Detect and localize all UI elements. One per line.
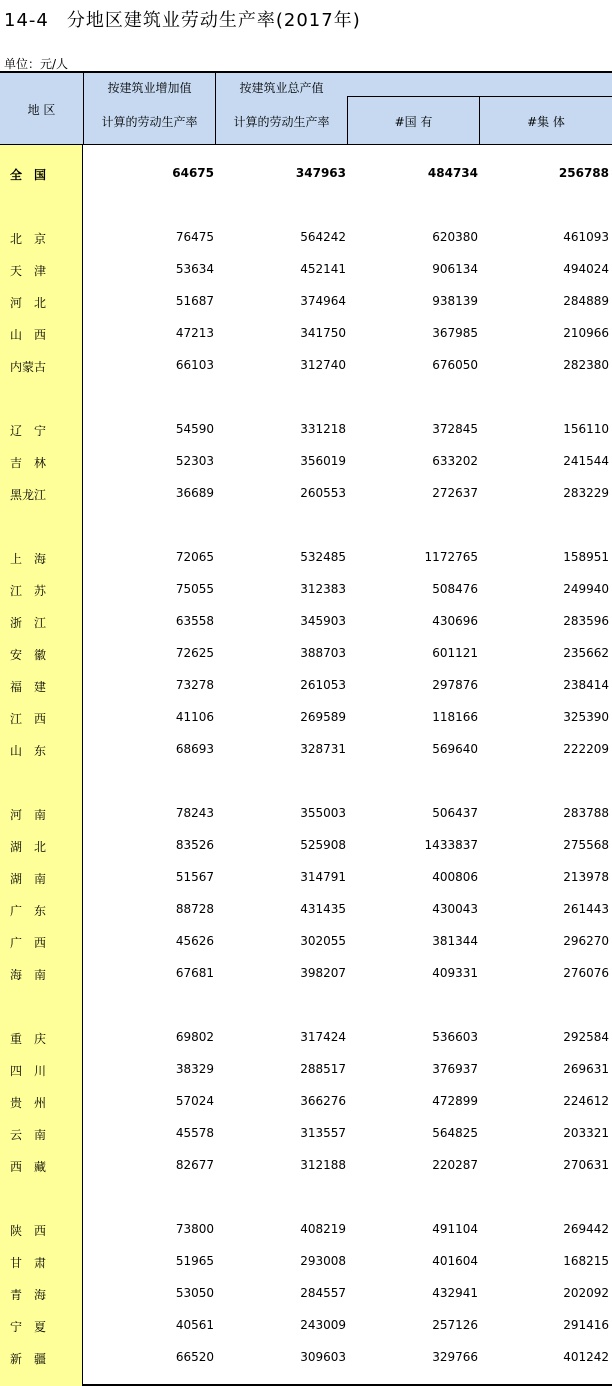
cell-value: 276076: [563, 966, 609, 980]
cell-value: 72625: [175, 646, 214, 660]
table-row: [0, 542, 612, 574]
cell-value: 241544: [563, 454, 609, 468]
table-number: 14-4: [4, 10, 49, 31]
region-name: 江 西: [10, 712, 47, 726]
cell-value: 73800: [175, 1222, 214, 1236]
table-row: [0, 958, 612, 990]
table-row: [0, 670, 612, 702]
cell-value: 260553: [300, 486, 346, 500]
cell-value: 409331: [432, 966, 478, 980]
region-name: 上 海: [10, 552, 47, 566]
cell-value: 312188: [300, 1158, 346, 1172]
cell-value: 317424: [300, 1030, 346, 1044]
table-row: [0, 1054, 612, 1086]
cell-value: 168215: [563, 1254, 609, 1268]
region-name: 河 北: [10, 296, 47, 310]
cell-value: 536603: [432, 1030, 478, 1044]
cell-value: 312383: [300, 582, 346, 596]
cell-value: 525908: [300, 838, 346, 852]
region-name: 甘 肃: [10, 1256, 47, 1270]
cell-value: 118166: [432, 710, 478, 724]
region-name: 江 苏: [10, 584, 47, 598]
cell-value: 620380: [432, 230, 478, 244]
cell-value: 275568: [563, 838, 609, 852]
cell-value: 633202: [432, 454, 478, 468]
cell-value: 938139: [432, 294, 478, 308]
cell-value: 329766: [432, 1350, 478, 1364]
header-col1-line1: 按建筑业增加值: [107, 81, 192, 95]
cell-value: 906134: [432, 262, 478, 276]
cell-value: 430696: [432, 614, 478, 628]
cell-value: 210966: [563, 326, 609, 340]
cell-value: 53050: [175, 1286, 214, 1300]
cell-value: 472899: [432, 1094, 478, 1108]
region-name: 四 川: [10, 1064, 47, 1078]
header-subdivider: [347, 96, 612, 97]
cell-value: 452141: [300, 262, 346, 276]
cell-value: 432941: [432, 1286, 478, 1300]
region-name: 贵 州: [10, 1096, 47, 1110]
cell-value: 288517: [300, 1062, 346, 1076]
cell-value: 224612: [563, 1094, 609, 1108]
table-row: [0, 1278, 612, 1310]
region-name: 湖 南: [10, 872, 47, 886]
cell-value: 331218: [300, 422, 346, 436]
cell-value: 213978: [563, 870, 609, 884]
table-row: [0, 286, 612, 318]
cell-value: 57024: [175, 1094, 214, 1108]
cell-value: 296270: [563, 934, 609, 948]
cell-value: 569640: [432, 742, 478, 756]
table-row: [0, 862, 612, 894]
cell-value: 431435: [300, 902, 346, 916]
cell-value: 220287: [432, 1158, 478, 1172]
cell-value: 532485: [300, 550, 346, 564]
cell-value: 63558: [175, 614, 214, 628]
cell-value: 38329: [175, 1062, 214, 1076]
header-region: 地 区: [27, 103, 56, 117]
region-name: 辽 宁: [10, 424, 47, 438]
cell-value: 64675: [172, 166, 214, 180]
cell-value: 51567: [175, 870, 214, 884]
header-col2-line2: 计算的劳动生产率: [233, 115, 330, 129]
cell-value: 66520: [175, 1350, 214, 1364]
cell-value: 388703: [300, 646, 346, 660]
region-name: 福 建: [10, 680, 47, 694]
table-row: [0, 702, 612, 734]
table-row: [0, 318, 612, 350]
cell-value: 367985: [432, 326, 478, 340]
cell-value: 261443: [563, 902, 609, 916]
cell-value: 356019: [300, 454, 346, 468]
cell-value: 461093: [563, 230, 609, 244]
table-row: [0, 1214, 612, 1246]
region-name: 山 西: [10, 328, 47, 342]
region-name: 海 南: [10, 968, 47, 982]
cell-value: 328731: [300, 742, 346, 756]
region-name: 云 南: [10, 1128, 47, 1142]
header-divider: [215, 73, 216, 145]
cell-value: 88728: [175, 902, 214, 916]
cell-value: 293008: [300, 1254, 346, 1268]
cell-value: 401604: [432, 1254, 478, 1268]
cell-value: 372845: [432, 422, 478, 436]
table-row: [0, 254, 612, 286]
cell-value: 51965: [175, 1254, 214, 1268]
cell-value: 249940: [563, 582, 609, 596]
cell-value: 297876: [432, 678, 478, 692]
cell-value: 401242: [563, 1350, 609, 1364]
table-row-total: [0, 158, 612, 190]
header-col4: #集 体: [527, 115, 565, 129]
cell-value: 325390: [563, 710, 609, 724]
cell-value: 355003: [300, 806, 346, 820]
cell-value: 158951: [563, 550, 609, 564]
cell-value: 222209: [563, 742, 609, 756]
cell-value: 283596: [563, 614, 609, 628]
table-row: [0, 734, 612, 766]
cell-value: 45578: [175, 1126, 214, 1140]
cell-value: 68693: [175, 742, 214, 756]
table-row: [0, 926, 612, 958]
table-row: [0, 606, 612, 638]
cell-value: 282380: [563, 358, 609, 372]
header-divider: [347, 96, 348, 145]
cell-value: 45626: [175, 934, 214, 948]
cell-value: 47213: [175, 326, 214, 340]
cell-value: 51687: [175, 294, 214, 308]
region-name: 河 南: [10, 808, 47, 822]
table-row: [0, 446, 612, 478]
cell-value: 302055: [300, 934, 346, 948]
cell-value: 366276: [300, 1094, 346, 1108]
region-name: 广 西: [10, 936, 47, 950]
cell-value: 408219: [300, 1222, 346, 1236]
region-name: 吉 林: [10, 456, 47, 470]
cell-value: 73278: [175, 678, 214, 692]
cell-value: 601121: [432, 646, 478, 660]
cell-value: 270631: [563, 1158, 609, 1172]
cell-value: 381344: [432, 934, 478, 948]
region-name: 山 东: [10, 744, 47, 758]
cell-value: 235662: [563, 646, 609, 660]
table-row: [0, 798, 612, 830]
region-name: 西 藏: [10, 1160, 47, 1174]
table-row: [0, 638, 612, 670]
cell-value: 83526: [175, 838, 214, 852]
cell-value: 314791: [300, 870, 346, 884]
cell-value: 284889: [563, 294, 609, 308]
cell-value: 313557: [300, 1126, 346, 1140]
table-row: [0, 1150, 612, 1182]
table-row: [0, 1310, 612, 1342]
cell-value: 430043: [432, 902, 478, 916]
region-name: 北 京: [10, 232, 47, 246]
cell-value: 54590: [175, 422, 214, 436]
region-name: 青 海: [10, 1288, 47, 1302]
cell-value: 292584: [563, 1030, 609, 1044]
header-col1-line2: 计算的劳动生产率: [101, 115, 198, 129]
table-title: 分地区建筑业劳动生产率(2017年): [66, 10, 361, 31]
table-row: [0, 1086, 612, 1118]
region-name: 天 津: [10, 264, 47, 278]
cell-value: 269442: [563, 1222, 609, 1236]
cell-value: 156110: [563, 422, 609, 436]
table-row: [0, 894, 612, 926]
cell-value: 309603: [300, 1350, 346, 1364]
table-row: [0, 1022, 612, 1054]
cell-value: 76475: [175, 230, 214, 244]
region-name: 安 徽: [10, 648, 47, 662]
cell-value: 269589: [300, 710, 346, 724]
cell-value: 676050: [432, 358, 478, 372]
region-name: 广 东: [10, 904, 47, 918]
cell-value: 52303: [175, 454, 214, 468]
region-name: 宁 夏: [10, 1320, 47, 1334]
header-divider: [83, 73, 84, 145]
cell-value: 203321: [563, 1126, 609, 1140]
table-row: [0, 222, 612, 254]
cell-value: 66103: [175, 358, 214, 372]
cell-value: 345903: [300, 614, 346, 628]
cell-value: 202092: [563, 1286, 609, 1300]
cell-value: 238414: [563, 678, 609, 692]
cell-value: 256788: [558, 166, 609, 180]
unit-label: 单位：元/人: [4, 57, 69, 71]
cell-value: 564242: [300, 230, 346, 244]
header-divider: [479, 96, 480, 145]
cell-value: 283229: [563, 486, 609, 500]
cell-value: 272637: [432, 486, 478, 500]
region-name: 新 疆: [10, 1352, 47, 1366]
cell-value: 69802: [175, 1030, 214, 1044]
cell-value: 82677: [175, 1158, 214, 1172]
cell-value: 484734: [427, 166, 478, 180]
cell-value: 398207: [300, 966, 346, 980]
cell-value: 341750: [300, 326, 346, 340]
cell-value: 506437: [432, 806, 478, 820]
cell-value: 1172765: [424, 550, 478, 564]
region-name: 内蒙古: [10, 360, 47, 374]
region-name: 黑龙江: [10, 488, 47, 502]
region-name: 浙 江: [10, 616, 47, 630]
cell-value: 75055: [175, 582, 214, 596]
cell-value: 374964: [300, 294, 346, 308]
table-row: [0, 478, 612, 510]
table-row: [0, 574, 612, 606]
region-name: 陕 西: [10, 1224, 47, 1238]
cell-value: 257126: [432, 1318, 478, 1332]
cell-value: 283788: [563, 806, 609, 820]
cell-value: 36689: [175, 486, 214, 500]
cell-value: 508476: [432, 582, 478, 596]
region-name: 湖 北: [10, 840, 47, 854]
cell-value: 243009: [300, 1318, 346, 1332]
cell-value: 376937: [432, 1062, 478, 1076]
cell-value: 269631: [563, 1062, 609, 1076]
cell-value: 41106: [175, 710, 214, 724]
cell-value: 261053: [300, 678, 346, 692]
cell-value: 284557: [300, 1286, 346, 1300]
header-col2-line1: 按建筑业总产值: [239, 81, 324, 95]
cell-value: 53634: [175, 262, 214, 276]
cell-value: 291416: [563, 1318, 609, 1332]
page-title: [4, 6, 361, 32]
table-row: [0, 830, 612, 862]
table-row: [0, 1246, 612, 1278]
cell-value: 78243: [175, 806, 214, 820]
region-name: 全 国: [10, 168, 47, 182]
data-table: [0, 71, 612, 1386]
table-row: [0, 1118, 612, 1150]
cell-value: 67681: [175, 966, 214, 980]
table-row: [0, 350, 612, 382]
table-header: [0, 73, 612, 145]
header-col3: #国 有: [394, 115, 433, 129]
cell-value: 72065: [175, 550, 214, 564]
cell-value: 40561: [175, 1318, 214, 1332]
cell-value: 347963: [295, 166, 346, 180]
cell-value: 400806: [432, 870, 478, 884]
cell-value: 494024: [563, 262, 609, 276]
table-row: [0, 1342, 612, 1374]
table-row: [0, 414, 612, 446]
cell-value: 491104: [432, 1222, 478, 1236]
cell-value: 312740: [300, 358, 346, 372]
region-name: 重 庆: [10, 1032, 47, 1046]
cell-value: 1433837: [424, 838, 478, 852]
cell-value: 564825: [432, 1126, 478, 1140]
